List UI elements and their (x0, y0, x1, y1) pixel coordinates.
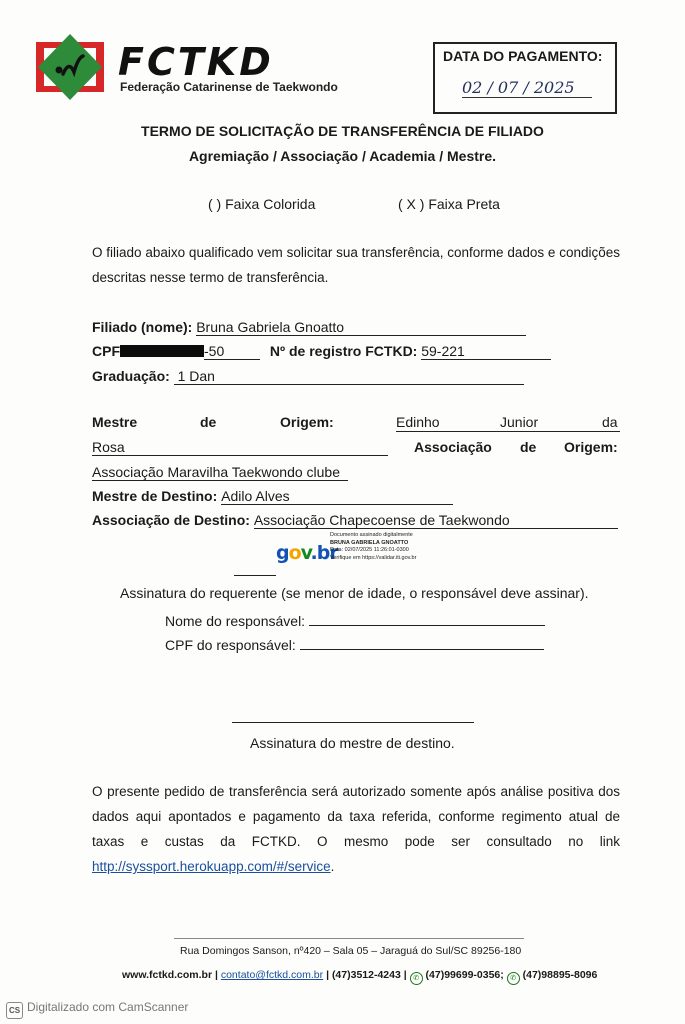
whatsapp-icon: ✆ (410, 972, 423, 985)
document-title: TERMO DE SOLICITAÇÃO DE TRANSFERÊNCIA DE FILIADO (141, 123, 544, 139)
destination-master-label: Mestre de Destino: (92, 488, 218, 504)
intro-paragraph: O filiado abaixo qualificado vem solicitar sua transferência, conforme dados e condições descritas nesse termo de transferência. (92, 245, 620, 285)
origin-master-line2 (92, 439, 388, 456)
requester-signature-caption: Assinatura do requerente (se menor de idade, o responsável deve assinar). (120, 585, 589, 601)
destination-master-signature-line (232, 722, 474, 723)
destination-master-row (92, 488, 453, 505)
footer-site[interactable]: www.fctkd.com.br (122, 969, 213, 981)
camscanner-watermark (6, 1000, 188, 1019)
member-grade-row (92, 368, 524, 385)
origin-master-part3: da (602, 414, 618, 430)
origin-master-part2: Junior (500, 414, 539, 430)
registry-line (421, 343, 551, 360)
footer-contacts: www.fctkd.com.br | contato@fctkd.com.br | (47)3512-4243 | ✆ (47)99699-0356; ✆ (47)98895-8096 (122, 969, 597, 985)
guardian-cpf-label: CPF do responsável: (165, 637, 296, 653)
digital-signature-line1: Documento assinado digitalmente (330, 532, 413, 538)
notice-paragraph: O presente pedido de transferência será autorizado somente após análise positiva dos dados aqui apontados e pagamento da taxa referida, conforme regimento atual de taxas e custas da FCTKD. O mesmo pode ser consultado no link http://syssport.herokuapp.com/#/service. (92, 784, 620, 874)
brand-title: FCTKD (118, 40, 274, 84)
footer-address: Rua Domingos Sanson, nº420 – Sala 05 – Jaraguá do Sul/SC 89256-180 (180, 945, 522, 957)
registry-value: 59-221 (421, 343, 465, 359)
digital-signature-date: Data: 02/07/2025 11:26:01-0300 (330, 547, 409, 553)
footer-email-link[interactable]: contato@fctkd.com.br (220, 969, 324, 981)
document-subtitle: Agremiação / Associação / Academia / Mestre. (188, 148, 497, 164)
guardian-cpf-line (300, 635, 544, 650)
registry-label: Nº de registro FCTKD: (269, 343, 418, 359)
origin-assoc-value-row (92, 464, 348, 481)
member-cpf-row (92, 343, 551, 360)
belt-option-colored (208, 196, 315, 212)
member-name-label: Filiado (nome): (92, 319, 193, 335)
cpf-suffix: -50 (204, 343, 225, 359)
belt-black-mark: ( X ) (398, 196, 425, 212)
cpf-label: CPF (92, 343, 120, 359)
footer-phone2: (47)99699-0356; (425, 969, 504, 981)
digital-signature-text (330, 532, 416, 562)
guardian-name-row (165, 611, 545, 629)
guardian-name-line (309, 611, 545, 626)
footer-phone1: (47)3512-4243 (331, 969, 401, 981)
cpf-redaction (120, 345, 204, 357)
grade-value: 1 Dan (177, 368, 215, 384)
origin-master-part1: Edinho (396, 414, 440, 430)
camscanner-label: Digitalizado com CamScanner (27, 1000, 189, 1014)
whatsapp-icon: ✆ (507, 972, 520, 985)
origin-master-part4: Rosa (92, 439, 125, 455)
digital-signature-name: BRUNA GABRIELA GNOATTO (330, 539, 409, 546)
destination-assoc-line (254, 512, 618, 529)
destination-master-signature-caption: Assinatura do mestre de destino. (250, 735, 455, 751)
origin-assoc-value: Associação Maravilha Taekwondo clube (92, 464, 340, 480)
payment-date-label: DATA DO PAGAMENTO: (443, 48, 603, 64)
guardian-cpf-row (165, 635, 544, 653)
footer-phone3: (47)98895-8096 (522, 969, 598, 981)
destination-master-value: Adilo Alves (221, 488, 290, 504)
member-name-row (92, 319, 526, 336)
cpf-line (204, 343, 260, 360)
notice-text: O presente pedido de transferência será autorizado somente após análise positiva dos dados aqui apontados e pagamento da taxa referida, conforme regimento atual de taxas e custas da FCTKD. O mesmo pode ser consultado no link (92, 784, 620, 849)
grade-line (174, 368, 524, 385)
fctkd-logo-icon (36, 34, 104, 100)
federation-name: Federação Catarinense de Taekwondo (120, 80, 338, 94)
grade-label: Graduação: (92, 368, 170, 384)
destination-assoc-row (92, 512, 618, 529)
camscanner-icon: CS (6, 1002, 23, 1019)
destination-master-line (221, 488, 453, 505)
member-name-line (196, 319, 526, 336)
belt-colored-mark: ( ) (208, 196, 222, 212)
destination-assoc-value: Associação Chapecoense de Taekwondo (253, 512, 510, 528)
payment-date-value: 02 / 07 / 2025 (462, 78, 592, 98)
belt-colored-label: Faixa Colorida (225, 196, 316, 212)
belt-option-black (398, 196, 500, 212)
destination-assoc-label: Associação de Destino: (92, 512, 250, 528)
requester-signature-line (234, 575, 276, 576)
member-name-value: Bruna Gabriela Gnoatto (196, 319, 345, 335)
origin-assoc-line (92, 464, 348, 481)
belt-black-label: Faixa Preta (428, 196, 500, 212)
service-link[interactable]: http://syssport.herokuapp.com/#/service (92, 859, 331, 874)
govbr-logo-icon: gov.br (276, 542, 338, 564)
guardian-name-label: Nome do responsável: (165, 613, 306, 629)
footer-divider (174, 938, 524, 939)
digital-signature-verify: Verifique em https://validar.iti.gov.br (330, 554, 417, 561)
